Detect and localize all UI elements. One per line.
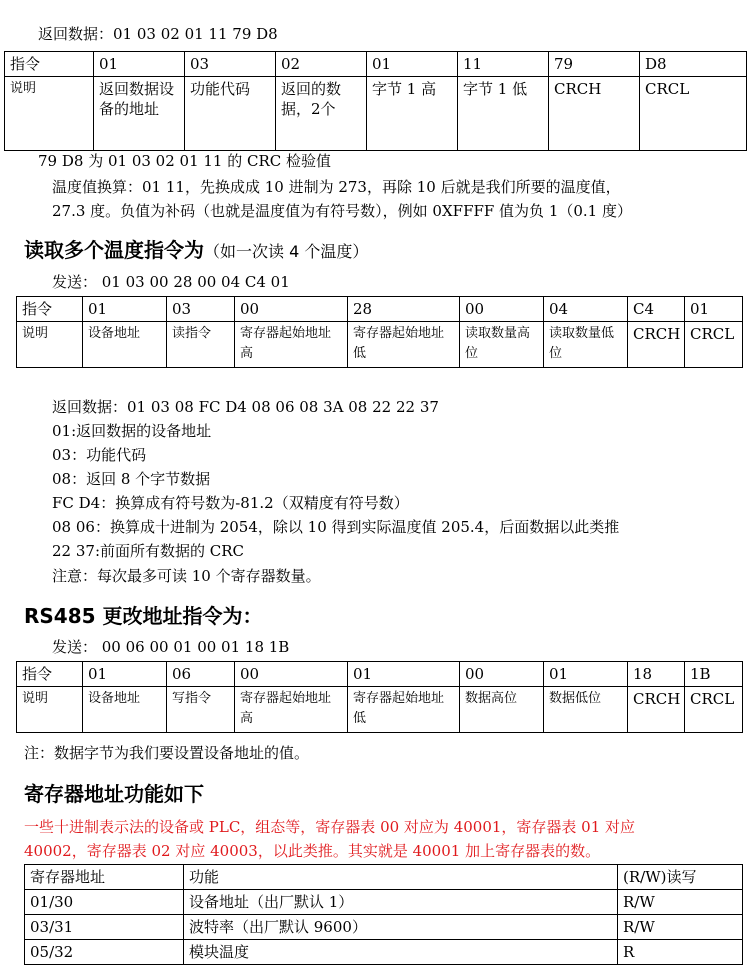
section-title: 寄存器地址功能如下: [24, 782, 204, 806]
table-cell: 06: [167, 662, 235, 687]
explain-line: 01:返回数据的设备地址: [52, 422, 212, 440]
table-cell: C4: [628, 297, 685, 322]
table-cell: 返回的数据，2个: [276, 77, 367, 151]
table-cell: 04: [544, 297, 628, 322]
address-command-table: [16, 661, 743, 733]
table-cell: 03: [167, 297, 235, 322]
table-cell: 读指令: [167, 322, 235, 368]
table-cell: 02: [276, 52, 367, 77]
table-cell: 01: [83, 297, 167, 322]
table-cell: 01: [367, 52, 458, 77]
table-cell: 00: [235, 297, 348, 322]
table-cell: 寄存器起始地址低: [348, 687, 460, 733]
table-cell: 指令: [17, 297, 83, 322]
table-cell: 设备地址: [83, 322, 167, 368]
section-heading: [24, 234, 368, 263]
table-cell: 指令: [5, 52, 94, 77]
table-cell: 00: [460, 297, 544, 322]
response-table: [4, 51, 747, 151]
red-note-line-1: 一些十进制表示法的设备或 PLC，组态等，寄存器表 00 对应为 40001，寄存器表 01 对应: [24, 818, 636, 836]
table-cell: 18: [628, 662, 685, 687]
table-cell: CRCH: [628, 322, 685, 368]
red-note-line-2: 40002，寄存器表 02 对应 40003，以此类推。其实就是 40001 加上寄存器表的数。: [24, 842, 601, 860]
table-cell: 返回数据设备的地址: [94, 77, 185, 151]
table-cell: 模块温度: [184, 940, 618, 965]
table-cell: 28: [348, 297, 460, 322]
table-row: [17, 662, 743, 687]
send-line: 发送： 00 06 00 01 00 01 18 1B: [52, 638, 290, 656]
table-cell: 寄存器起始地址低: [348, 322, 460, 368]
table-cell: CRCL: [640, 77, 747, 151]
table-row: [17, 322, 743, 368]
column-header: (R/W)读写: [618, 865, 743, 890]
crc-note: 79 D8 为 01 03 02 01 11 的 CRC 检验值: [38, 152, 332, 170]
table-cell: 说明: [5, 77, 94, 151]
table-cell: 读取数量高位: [460, 322, 544, 368]
return-data-line: 返回数据：01 03 02 01 11 79 D8: [38, 25, 278, 43]
table-cell: 写指令: [167, 687, 235, 733]
table-cell: 05/32: [25, 940, 184, 965]
table-row: [17, 687, 743, 733]
table-cell: 设备地址（出厂默认 1）: [184, 890, 618, 915]
table-row: [25, 940, 743, 965]
explain-line: FC D4：换算成有符号数为-81.2（双精度有符号数）: [52, 494, 409, 512]
table-cell: R: [618, 940, 743, 965]
table-cell: 03: [185, 52, 276, 77]
table-cell: 数据高位: [460, 687, 544, 733]
table-cell: 指令: [17, 662, 83, 687]
table-row: [5, 52, 747, 77]
table-cell: 01: [685, 297, 743, 322]
table-cell: CRCH: [549, 77, 640, 151]
table-cell: 寄存器起始地址高: [235, 322, 348, 368]
section-title: RS485 更改地址指令为：: [24, 604, 263, 628]
conversion-line-1: 温度值换算：01 11，先换成成 10 进制为 273，再除 10 后就是我们所要的温度值，: [52, 178, 621, 196]
table-cell: 01/30: [25, 890, 184, 915]
table-cell: R/W: [618, 915, 743, 940]
table-cell: CRCL: [685, 322, 743, 368]
table-cell: 波特率（出厂默认 9600）: [184, 915, 618, 940]
table-cell: 读取数量低位: [544, 322, 628, 368]
table-cell: 字节 1 低: [458, 77, 549, 151]
table-cell: 功能代码: [185, 77, 276, 151]
section-subtitle: （如一次读 4 个温度）: [204, 242, 369, 261]
table-cell: 字节 1 高: [367, 77, 458, 151]
read-command-table: [16, 296, 743, 368]
attention-note: 注意：每次最多可读 10 个寄存器数量。: [52, 567, 321, 585]
table-cell: 说明: [17, 687, 83, 733]
table-cell: 00: [235, 662, 348, 687]
table-cell: 寄存器起始地址高: [235, 687, 348, 733]
table-cell: 01: [544, 662, 628, 687]
return-data-line: 返回数据：01 03 08 FC D4 08 06 08 3A 08 22 22 37: [52, 398, 439, 416]
explain-line: 08 06：换算成十进制为 2054，除以 10 得到实际温度值 205.4，后面数据以此类推: [52, 518, 620, 536]
send-line: 发送： 01 03 00 28 00 04 C4 01: [52, 273, 290, 291]
conversion-line-2: 27.3 度。负值为补码（也就是温度值为有符号数），例如 0XFFFF 值为负 1（0.1 度）: [52, 202, 632, 220]
table-cell: 说明: [17, 322, 83, 368]
column-header: 寄存器地址: [25, 865, 184, 890]
explain-line: 22 37:前面所有数据的 CRC: [52, 542, 245, 560]
table-cell: 1B: [685, 662, 743, 687]
table-cell: R/W: [618, 890, 743, 915]
table-cell: 01: [348, 662, 460, 687]
table-cell: 00: [460, 662, 544, 687]
table-cell: CRCH: [628, 687, 685, 733]
table-cell: 11: [458, 52, 549, 77]
table-row: [25, 890, 743, 915]
data-byte-note: 注：数据字节为我们要设置设备地址的值。: [24, 744, 310, 762]
table-cell: 设备地址: [83, 687, 167, 733]
table-cell: 01: [83, 662, 167, 687]
table-row: [5, 77, 747, 151]
section-title: 读取多个温度指令为: [24, 238, 204, 262]
table-cell: 01: [94, 52, 185, 77]
table-cell: 79: [549, 52, 640, 77]
explain-line: 03：功能代码: [52, 446, 147, 464]
table-cell: D8: [640, 52, 747, 77]
explain-line: 08：返回 8 个字节数据: [52, 470, 211, 488]
table-row: [17, 297, 743, 322]
column-header: 功能: [184, 865, 618, 890]
table-cell: CRCL: [685, 687, 743, 733]
table-header-row: [25, 865, 743, 890]
table-row: [25, 915, 743, 940]
table-cell: 数据低位: [544, 687, 628, 733]
table-cell: 03/31: [25, 915, 184, 940]
